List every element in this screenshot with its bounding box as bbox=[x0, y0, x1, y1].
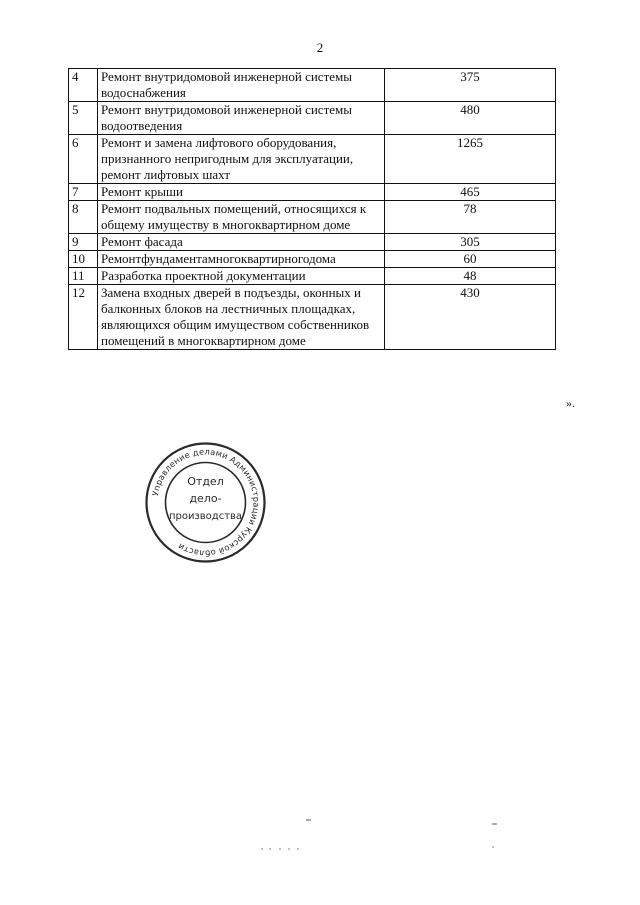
table-row bbox=[69, 135, 556, 184]
row-value: 60 bbox=[385, 251, 556, 268]
row-work-name: Замена входных дверей в подъезды, оконных и балконных блоков на лестничных площадках, являющихся общим имуществом собственников помещений в многоквартирном доме bbox=[98, 285, 385, 350]
table-row bbox=[69, 102, 556, 135]
stamp-center-line-3: производства bbox=[168, 511, 243, 522]
row-value: 48 bbox=[385, 268, 556, 285]
row-value: 480 bbox=[385, 102, 556, 135]
table-row bbox=[69, 285, 556, 350]
row-number: 5 bbox=[69, 102, 98, 135]
row-value: 305 bbox=[385, 234, 556, 251]
row-work-name: Ремонт внутридомовой инженерной системы водоотведения bbox=[98, 102, 385, 135]
row-value: 1265 bbox=[385, 135, 556, 184]
table-row bbox=[69, 251, 556, 268]
row-work-name: Ремонт крыши bbox=[98, 184, 385, 201]
row-number: 12 bbox=[69, 285, 98, 350]
stamp-center-line-1: Отдел bbox=[187, 475, 224, 488]
row-number: 8 bbox=[69, 201, 98, 234]
row-number: 9 bbox=[69, 234, 98, 251]
row-number: 7 bbox=[69, 184, 98, 201]
row-number: 4 bbox=[69, 69, 98, 102]
row-value: 465 bbox=[385, 184, 556, 201]
table-row bbox=[69, 201, 556, 234]
row-number: 11 bbox=[69, 268, 98, 285]
department-stamp bbox=[143, 440, 268, 565]
row-work-name: Ремонтфундаментамногоквартирногодома bbox=[98, 251, 385, 268]
row-work-name: Разработка проектной документации bbox=[98, 268, 385, 285]
stamp-center-line-2: дело- bbox=[189, 492, 222, 505]
table-row bbox=[69, 69, 556, 102]
row-number: 10 bbox=[69, 251, 98, 268]
page-number: 2 bbox=[316, 40, 324, 55]
row-work-name: Ремонт внутридомовой инженерной системы водоснабжения bbox=[98, 69, 385, 102]
table-row bbox=[69, 268, 556, 285]
row-work-name: Ремонт подвальных помещений, относящихся к общему имуществу в многоквартирном доме bbox=[98, 201, 385, 234]
scan-noise-marks bbox=[0, 810, 640, 860]
closing-quote: ». bbox=[566, 396, 575, 410]
table-row bbox=[69, 184, 556, 201]
stamp-ring-text: Управление делами Администрации Курской области bbox=[149, 446, 262, 559]
row-value: 78 bbox=[385, 201, 556, 234]
row-work-name: Ремонт и замена лифтового оборудования, признанного непригодным для эксплуатации, ремонт лифтовых шахт bbox=[98, 135, 385, 184]
repair-works-table bbox=[68, 68, 556, 350]
row-work-name: Ремонт фасада bbox=[98, 234, 385, 251]
table-row bbox=[69, 234, 556, 251]
row-number: 6 bbox=[69, 135, 98, 184]
row-value: 375 bbox=[385, 69, 556, 102]
row-value: 430 bbox=[385, 285, 556, 350]
